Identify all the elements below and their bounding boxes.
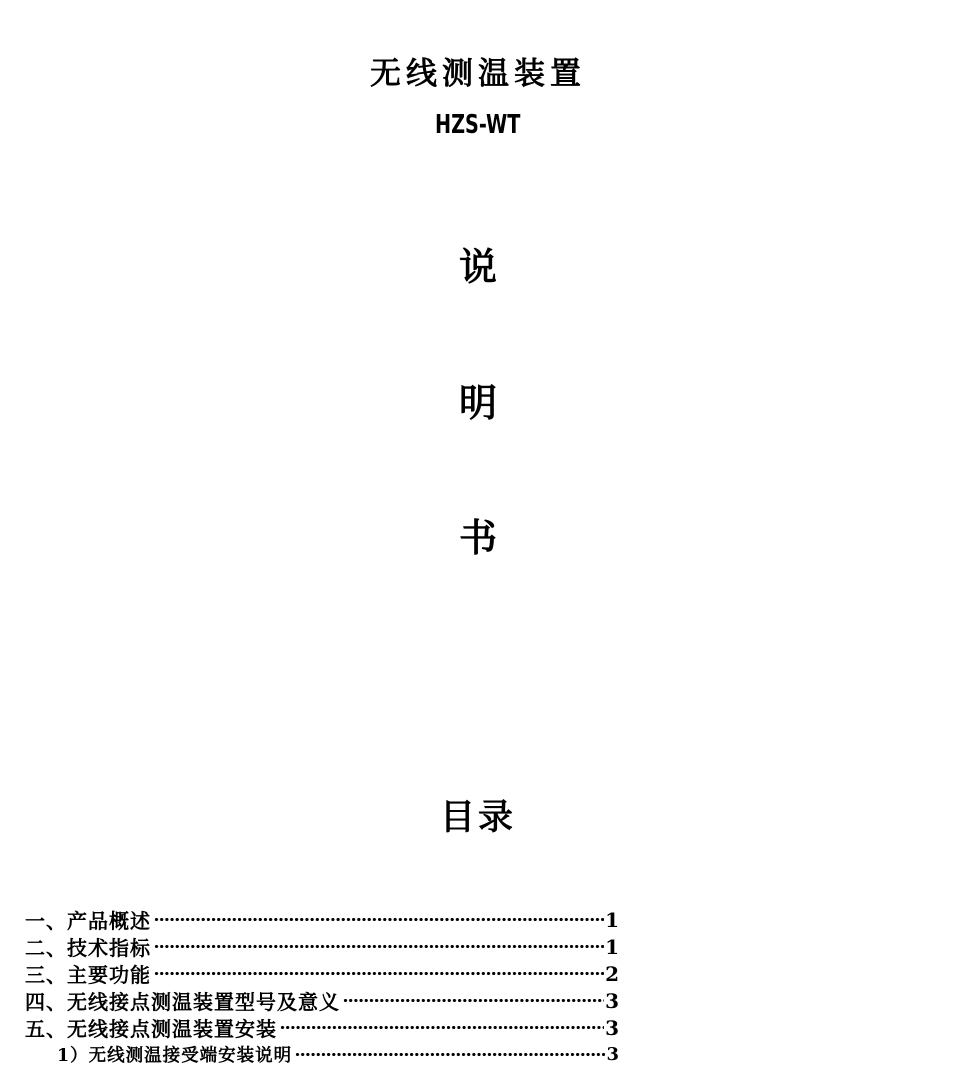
document-title: 无线测温装置 [370,56,586,92]
vertical-title-char-2: 明 [458,380,497,425]
vertical-title-char-1: 说 [458,244,497,289]
dot-leader [295,1051,605,1058]
model-number [0,111,956,140]
toc-entry-label: 五、无线接点测温装置安装 [25,1017,277,1041]
toc-entry-page-number: 3 [605,1015,619,1040]
toc-entry-model-meaning [25,987,619,1014]
toc-entry-page-number: 3 [605,988,619,1013]
toc-entry-product-overview [25,906,619,933]
toc-heading: 目录 [439,798,516,838]
toc-entry-label: 三、主要功能 [25,963,151,987]
toc-entry-page-number: 2 [605,961,619,986]
toc-entry-main-functions [25,960,619,987]
model-number-text: HZS-WT [435,110,521,140]
toc-subentry-receiver-install [25,1041,619,1068]
dot-leader [154,943,604,950]
toc-entry-label: 四、无线接点测温装置型号及意义 [25,990,340,1014]
dot-leader [280,1024,604,1031]
toc-entry-page-number: 3 [606,1044,619,1065]
dot-leader [154,970,604,977]
dot-leader [343,997,604,1004]
table-of-contents [25,906,619,1068]
toc-entry-label: 1）无线测温接受端安装说明 [57,1046,293,1066]
toc-entry-page-number: 1 [605,934,619,959]
toc-entry-label: 一、产品概述 [25,909,151,933]
toc-entry-page-number: 1 [605,907,619,932]
toc-entry-label: 二、技术指标 [25,936,151,960]
toc-entry-technical-specs [25,933,619,960]
dot-leader [154,916,604,923]
toc-entry-installation [25,1014,619,1041]
vertical-title-char-3: 书 [458,515,497,560]
